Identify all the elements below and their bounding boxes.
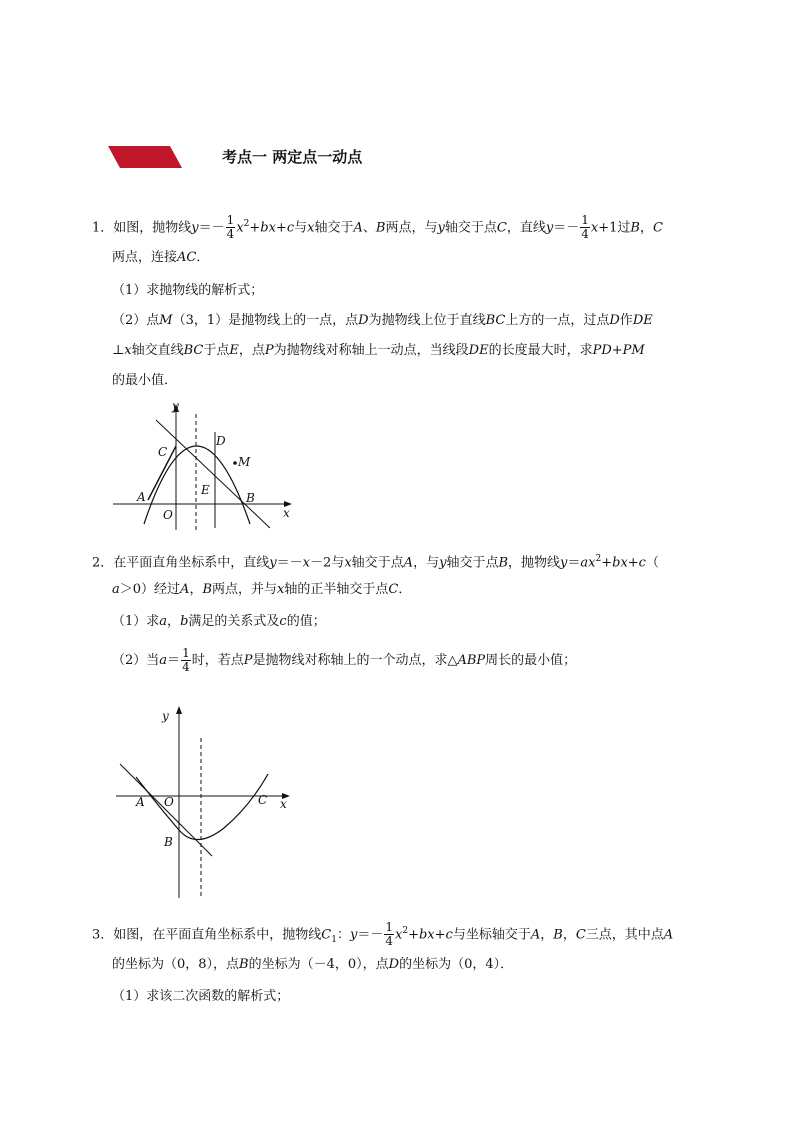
fraction-one-quarter: $\frac{1}{4}$ <box>385 920 394 949</box>
q1-line-2: 两点，连接AC． <box>112 250 210 265</box>
label-c: C <box>258 793 268 807</box>
label-x: x <box>283 506 290 520</box>
label-d: D <box>216 434 226 448</box>
label-a: A <box>137 490 146 504</box>
label-e: E <box>201 483 210 497</box>
q3-line-2: 的坐标为（0，8），点B的坐标为（－4，0），点D的坐标为（0，4）． <box>112 957 514 972</box>
q2-line-2: a＞0）经过A，B两点，并与x轴的正半轴交于点C． <box>112 582 412 597</box>
q2-figure <box>112 700 298 900</box>
section-banner-shape <box>108 146 182 168</box>
q2-sub-1: （1）求a，b满足的关系式及c的值； <box>112 614 326 629</box>
q1-sub-1: （1）求抛物线的解析式； <box>112 283 264 298</box>
label-a: A <box>136 795 145 809</box>
q3-sub-1: （1）求该二次函数的解析式； <box>112 989 290 1004</box>
label-b: B <box>164 835 173 849</box>
label-o: O <box>163 508 173 522</box>
q1-sub-2-line-1: （2）点M（3，1）是抛物线上的一点，点D为抛物线上位于直线BC上方的一点，过点D作DE <box>112 313 653 328</box>
fraction-one-quarter: $\frac{1}{4}$ <box>226 213 235 242</box>
section-title: 考点一 两定点一动点 <box>222 148 363 166</box>
label-y: y <box>162 709 169 723</box>
label-b: B <box>246 491 255 505</box>
q1-sub-2-line-2: ⊥x轴交直线BC于点E，点P为抛物线对称轴上一动点，当线段DE的长度最大时，求PD+PM <box>112 343 645 358</box>
q1-line-1: 1．如图，抛物线y＝－ $\frac{1}{4}$ $x^2+bx+c$与x轴交于A、B两点，与y轴交于点C，直线y＝－ $\frac{1}{4}$ x+1过B，C <box>92 213 663 242</box>
q2-sub-2: （2）当a＝ $\frac{1}{4}$ 时，若点P是抛物线对称轴上的一个动点，求△ABP周长的最小值； <box>112 646 577 674</box>
q1-figure <box>108 398 300 536</box>
point-m <box>233 461 237 465</box>
line-bc <box>156 420 270 528</box>
label-c: C <box>158 445 168 459</box>
banner-parallelogram <box>108 146 182 168</box>
parabola <box>136 774 268 840</box>
q2-line-1: 2．在平面直角坐标系中，直线y＝－x－2与x轴交于点A，与y轴交于点B，抛物线$y=ax^2+bx+c$（ <box>92 554 659 571</box>
q3-line-1: 3．如图，在平面直角坐标系中，抛物线$C_1$：y＝－ $\frac{1}{4}$ $x^2+bx+c$与坐标轴交于A，B，C三点，其中点A <box>92 920 674 949</box>
fraction-one-quarter: $\frac{1}{4}$ <box>581 213 589 242</box>
label-o: O <box>164 795 174 809</box>
label-m: M <box>238 455 251 469</box>
fraction-one-quarter: $\frac{1}{4}$ <box>182 646 190 674</box>
label-x: x <box>280 797 287 811</box>
label-y: y <box>172 399 179 413</box>
q1-sub-2-line-3: 的最小值． <box>112 373 178 388</box>
y-axis-arrow <box>176 706 182 714</box>
